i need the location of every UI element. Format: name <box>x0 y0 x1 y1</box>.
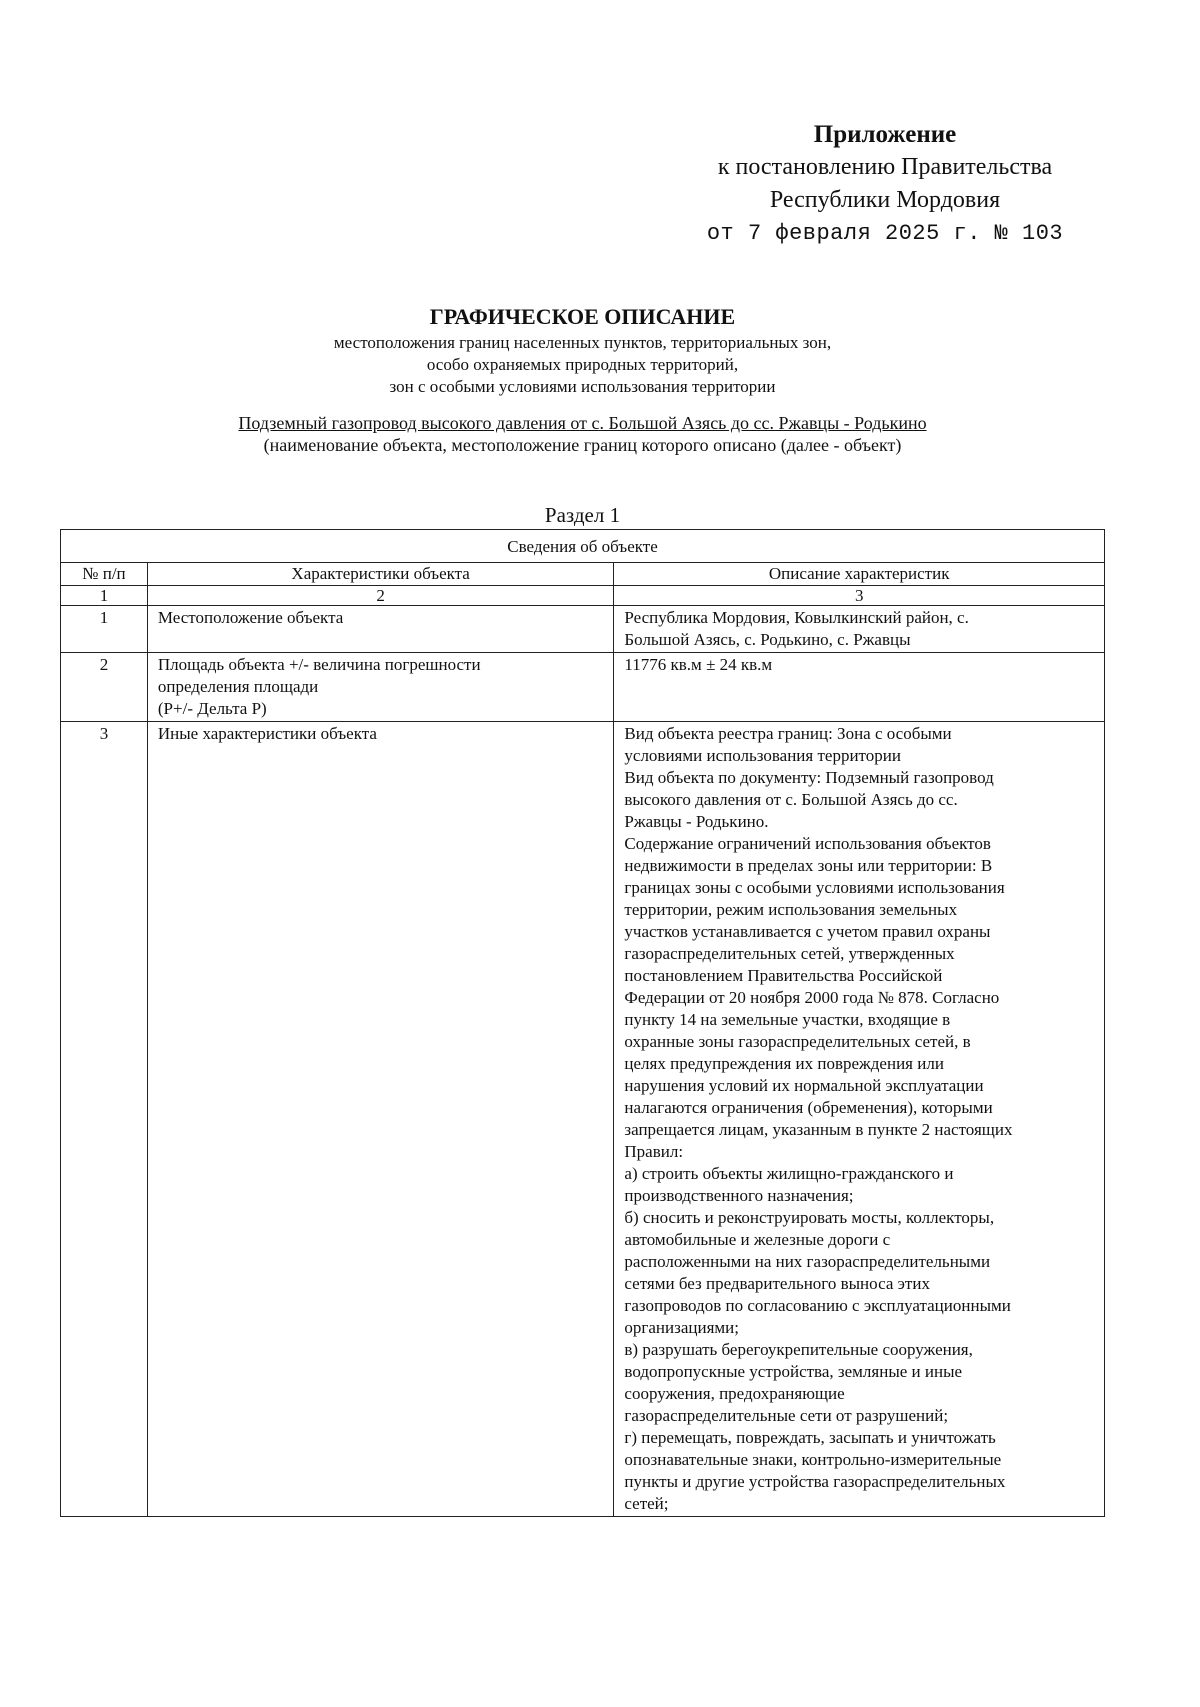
annex-line-2: Республики Мордовия <box>769 187 1001 213</box>
row-number: 1 <box>61 606 148 653</box>
annex-line-1: к постановлению Правительства <box>717 154 1053 180</box>
annex-date-line: от 7 февраля 2025 г. № 103 <box>706 221 1064 246</box>
table-caption: Сведения об объекте <box>61 530 1105 563</box>
row-description: Вид объекта реестра границ: Зона с особыми условиями использования территории Вид объекта по документу: Подземный газопровод высокого давления от с. Большой Азясь до сс. Ржавцы - Родькино. Содержание ограничений использования объектов недвижимости в пределах зоны или территории: В границах зоны с особыми условиями использования территории, режим использования земельных участков устанавливается с учетом правил охраны газораспределительных сетей, утвержденных постановлением Правительства Российской Федерации от 20 ноября 2000 года № 878. Согласно пункту 14 на земельные участки, входящие в охранные зоны газораспределительных сетей, в целях предупреждения их повреждения или нарушения условий их нормальной эксплуатации налагаются ограничения (обременения), которыми запрещается лицам, указанным в пункте 2 настоящих Правил: а) строить объекты жилищно-гражданского и производственного назначения; б) сносить и реконструировать мосты, коллекторы, автомобильные и железные дороги с расположенными на них газораспределительными сетями без предварительного выноса этих газопроводов по согласованию с эксплуатационными организациями; в) разрушать берегоукрепительные сооружения, водопропускные устройства, земляные и иные сооружения, предохраняющие газораспределительные сети от разрушений; г) перемещать, повреждать, засыпать и уничтожать опознавательные знаки, контрольно-измерительные пункты и другие устройства газораспределительных сетей; <box>614 722 1105 1517</box>
row-number: 2 <box>61 653 148 722</box>
document-subtitle-line-3: зон с особыми условиями использования территории <box>389 377 776 396</box>
row-description: 11776 кв.м ± 24 кв.м <box>614 653 1105 722</box>
row-number: 3 <box>61 722 148 1517</box>
header-number: № п/п <box>61 563 148 586</box>
table-row <box>61 606 1105 653</box>
table-row <box>61 722 1105 1517</box>
document-title: ГРАФИЧЕСКОЕ ОПИСАНИЕ <box>429 304 736 329</box>
document-subtitle-line-1: местоположения границ населенных пунктов, территориальных зон, <box>333 333 832 352</box>
annex-block <box>660 118 1110 250</box>
object-name-note: (наименование объекта, местоположение границ которого описано (далее - объект) <box>263 435 902 455</box>
index-cell-3: 3 <box>614 586 1105 606</box>
table-caption-row <box>61 530 1105 563</box>
table-index-row <box>61 586 1105 606</box>
section-label: Раздел 1 <box>544 503 621 527</box>
header-characteristic: Характеристики объекта <box>147 563 614 586</box>
index-cell-2: 2 <box>147 586 614 606</box>
object-info-table <box>60 529 1105 1517</box>
header-description: Описание характеристик <box>614 563 1105 586</box>
row-characteristic: Площадь объекта +/- величина погрешности определения площади (Р+/- Дельта Р) <box>147 653 614 722</box>
object-name: Подземный газопровод высокого давления от с. Большой Азясь до сс. Ржавцы - Родькино <box>238 413 927 433</box>
document-header <box>60 302 1105 456</box>
row-characteristic: Иные характеристики объекта <box>147 722 614 1517</box>
annex-title: Приложение <box>813 121 957 148</box>
table-row <box>61 653 1105 722</box>
document-subtitle-line-2: особо охраняемых природных территорий, <box>426 355 739 374</box>
row-description: Республика Мордовия, Ковылкинский район, с. Большой Азясь, с. Родькино, с. Ржавцы <box>614 606 1105 653</box>
table-header-row <box>61 563 1105 586</box>
row-characteristic: Местоположение объекта <box>147 606 614 653</box>
index-cell-1: 1 <box>61 586 148 606</box>
